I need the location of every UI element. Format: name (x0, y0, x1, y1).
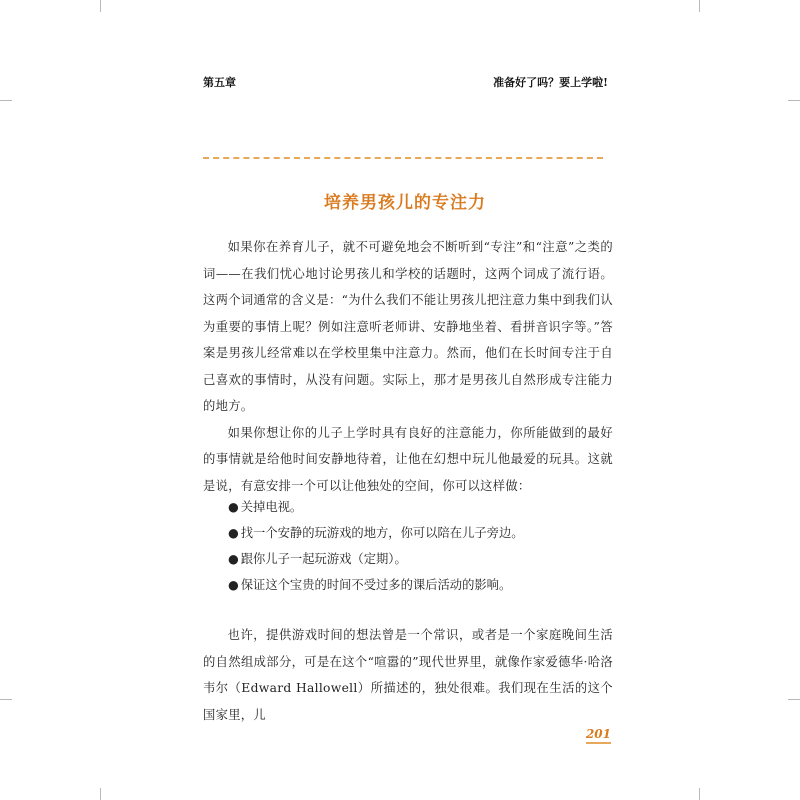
bullet-icon: ● (228, 578, 239, 592)
list-item-text: 关掉电视。 (240, 500, 303, 514)
crop-mark-bottom-right (699, 788, 700, 800)
body-text-bottom (203, 622, 613, 728)
bullet-icon: ● (228, 500, 239, 514)
running-header-chapter-title: 准备好了吗？要上学啦! (493, 76, 608, 89)
running-header-chapter: 第五章 (203, 76, 236, 89)
list-item-text: 保证这个宝贵的时间不受过多的课后活动的影响。 (240, 578, 512, 592)
list-item-text: 跟你儿子一起玩游戏（定期）。 (240, 552, 407, 566)
crop-mark-right-top (788, 100, 800, 101)
tips-list (228, 494, 608, 598)
list-item (228, 520, 608, 546)
crop-mark-top-left (100, 0, 101, 12)
crop-mark-right-bottom (788, 699, 800, 700)
paragraph: 如果你在养育儿子，就不可避免地会不断听到“专注”和“注意”之类的词——在我们忧心地讨论男孩儿和学校的话题时，这两个词成了流行语。这两个词通常的含义是：“为什么我们不能让男孩儿把注意力集中到我们认为重要的事情上呢？例如注意听老师讲、安静地坐着、看拼音识字等。”答案是男孩儿经常难以在学校里集中注意力。然而，他们在长时间专注于自己喜欢的事情时，从没有问题。实际上，那才是男孩儿自然形成专注能力的地方。 (203, 240, 613, 413)
crop-mark-left-bottom (0, 699, 12, 700)
list-item-text: 找一个安静的玩游戏的地方，你可以陪在儿子旁边。 (240, 526, 524, 540)
paragraph: 也许，提供游戏时间的想法曾是一个常识，或者是一个家庭晚间生活的自然组成部分，可是在这个“喧嚣的”现代世界里，就像作家爱德华·哈洛韦尔（Edward Hallowell）所描述的，独处很难。我们现在生活的这个国家里，儿 (203, 628, 613, 722)
section-title: 培养男孩儿的专注力 (324, 193, 486, 213)
paragraph: 如果你想让你的儿子上学时具有良好的注意能力，你所能做到的最好的事情就是给他时间安静地待着，让他在幻想中玩儿他最爱的玩具。这就是说，有意安排一个可以让他独处的空间，你可以这样做： (203, 425, 613, 493)
crop-mark-bottom-left (100, 788, 101, 800)
bullet-icon: ● (228, 526, 239, 540)
bullet-icon: ● (228, 552, 239, 566)
crop-mark-top-right (699, 0, 700, 12)
list-item (228, 572, 608, 598)
crop-mark-left-top (0, 100, 12, 101)
list-item (228, 494, 608, 520)
body-text-top (203, 234, 613, 499)
list-item (228, 546, 608, 572)
page-number: 201 (586, 727, 611, 744)
section-divider (203, 157, 603, 159)
